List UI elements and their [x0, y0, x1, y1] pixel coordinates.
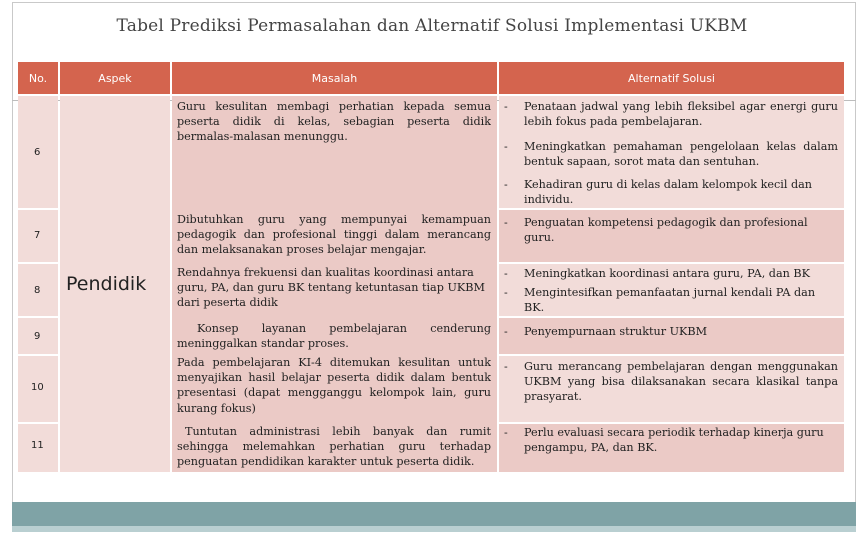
header-solusi: Alternatif Solusi: [499, 62, 844, 94]
solusi-item: - Kehadiran guru di kelas dalam kelompok kecil dan individu.: [504, 178, 813, 207]
solusi-item: - Guru merancang pembelajaran dengan menggunakan UKBM yang bisa dilaksanakan secara klasikal tanpa prasyarat.: [504, 360, 838, 404]
header-no: No.: [18, 62, 58, 94]
solusi-item: - Penguatan kompetensi pedagogik dan profesional guru.: [504, 216, 808, 245]
masalah-text: Dibutuhkan guru yang mempunyai kemampuan pedagogik dan profesional tinggi dalam merancang dan melaksanakan proses belajar mengajar.: [177, 213, 491, 257]
row-number: 11: [31, 440, 44, 451]
solusi-item: - Meningkatkan pemahaman pengelolaan kelas dalam bentuk sapaan, sorot mata dan sentuhan.: [504, 140, 838, 169]
masalah-text: Rendahnya frekuensi dan kualitas koordinasi antara guru, PA, dan guru BK tentang ketuntasan tiap UKBM dari peserta didik: [177, 266, 485, 310]
page-title: Tabel Prediksi Permasalahan dan Alternatif Solusi Implementasi UKBM: [116, 16, 748, 36]
solusi-item: - Perlu evaluasi secara periodik terhadap kinerja guru pengampu, PA, dan BK.: [504, 426, 824, 455]
solusi-item: - Penyempurnaan struktur UKBM: [504, 325, 708, 338]
row-number: 6: [34, 147, 41, 158]
solusi-item: - Mengintesifkan pemanfaatan jurnal kendali PA dan BK.: [504, 286, 816, 315]
masalah-text: Konsep layanan pembelajaran cenderung meninggalkan standar proses.: [177, 322, 491, 351]
row-number: 9: [34, 331, 41, 342]
masalah-text: Tuntutan administrasi lebih banyak dan rumit sehingga melemahkan perhatian guru terhadap penguatan pendidikan karakter untuk peserta didik.: [177, 425, 491, 469]
aspek-value: Pendidik: [66, 273, 147, 295]
header-masalah: Masalah: [172, 62, 497, 94]
row-number: 8: [34, 285, 41, 296]
header-aspek: Aspek: [60, 62, 170, 94]
masalah-text: Guru kesulitan membagi perhatian kepada semua peserta didik di kelas, sebagian peserta didik bermalas-malasan menunggu.: [177, 100, 491, 144]
row-number: 10: [31, 382, 44, 393]
masalah-text: Pada pembelajaran KI-4 ditemukan kesulitan untuk menyajikan hasil belajar peserta didik dalam bentuk presentasi (dapat mengganggu kelompok lain, guru kurang fokus): [177, 356, 491, 415]
solusi-item: - Meningkatkan koordinasi antara guru, PA, dan BK: [504, 267, 810, 280]
solusi-item: - Penataan jadwal yang lebih fleksibel agar energi guru lebih fokus pada pembelajaran.: [504, 100, 838, 129]
row-number: 7: [34, 230, 41, 241]
footer-band: [12, 502, 856, 526]
